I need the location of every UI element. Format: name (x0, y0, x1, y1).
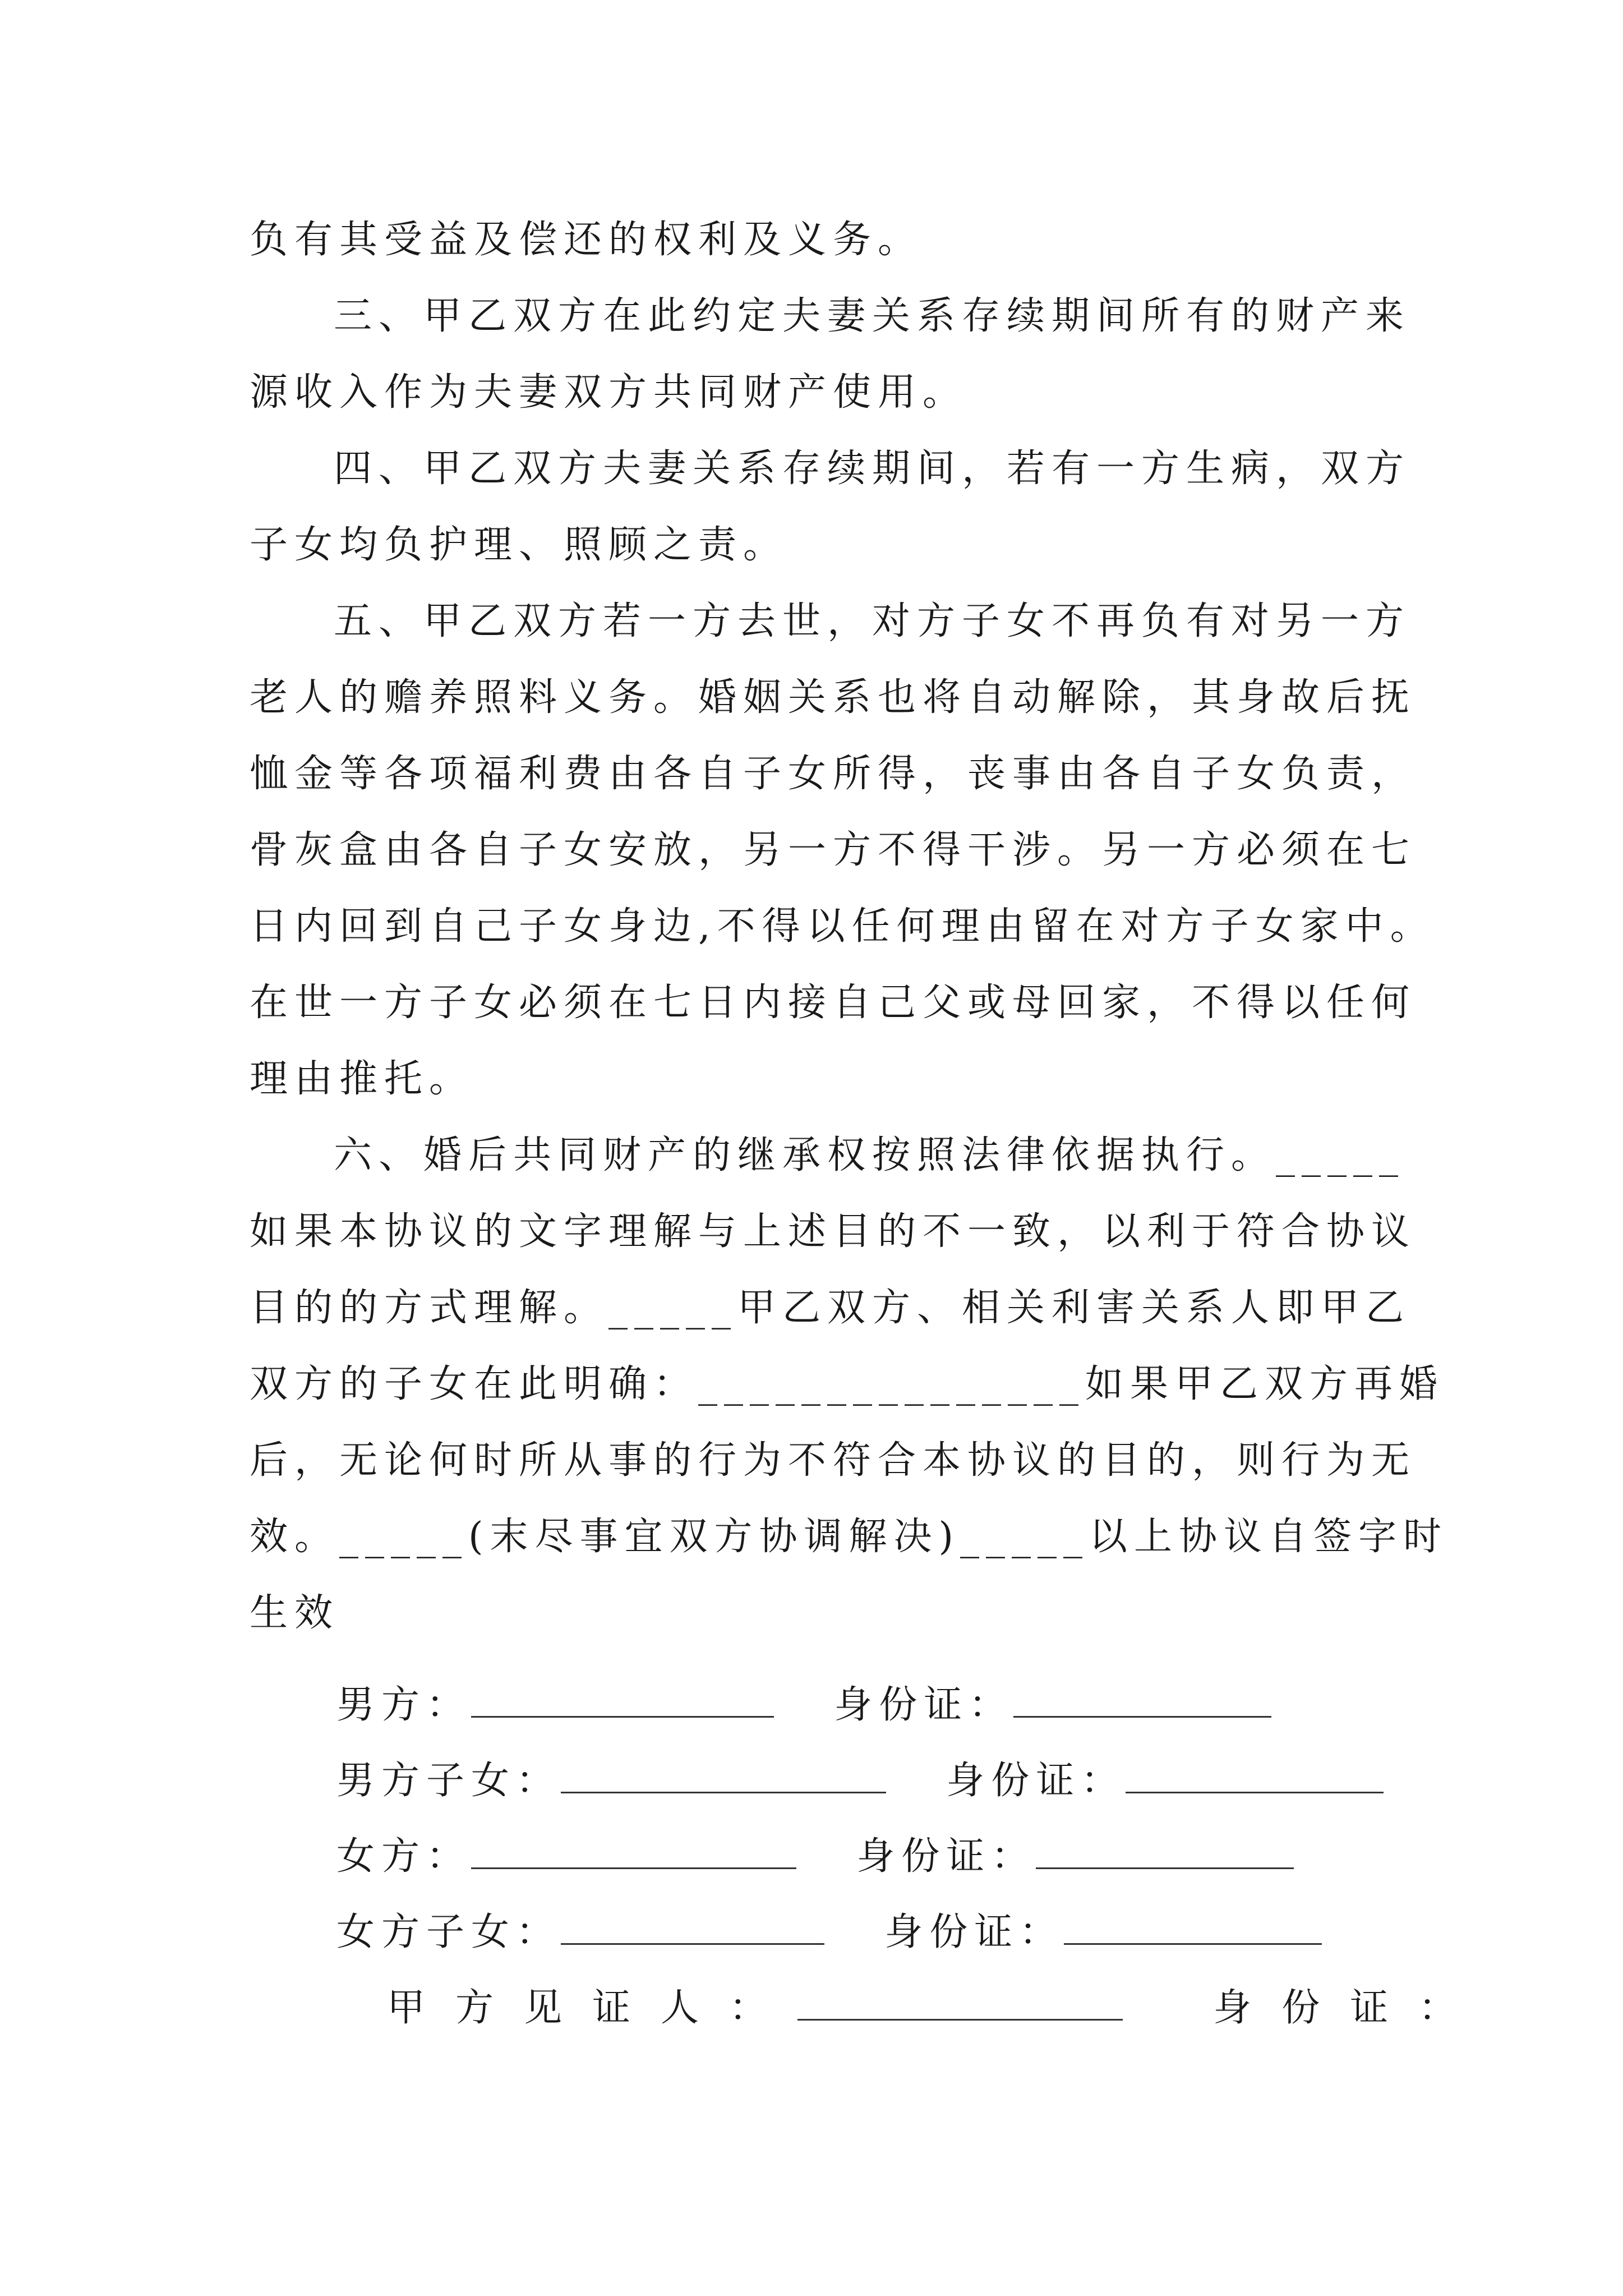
clause-five-line-1: 五、甲乙双方若一方去世，对方子女不再负有对另一方 (334, 599, 1411, 643)
husband-signature-field[interactable] (471, 1680, 774, 1718)
clause-three-line-2: 源收入作为夫妻双方共同财产使用。 (250, 370, 968, 415)
wife-id-label: 身份证： (856, 1834, 1036, 1879)
clause-four-line-1: 四、甲乙双方夫妻关系存续期间，若有一方生病，双方 (334, 447, 1411, 491)
wife-children-id-label: 身份证： (884, 1910, 1064, 1954)
wife-children-id-field[interactable] (1064, 1907, 1322, 1945)
witness-id-label: 身份证： (1213, 1986, 1487, 2030)
clause-six-line-7: 生效 (250, 1591, 340, 1635)
husband-children-signature-field[interactable] (561, 1756, 886, 1793)
wife-signature-field[interactable] (471, 1832, 796, 1869)
wife-id-field[interactable] (1036, 1832, 1294, 1869)
witness-signature-field[interactable] (797, 1983, 1123, 2021)
husband-id-field[interactable] (1013, 1680, 1271, 1718)
husband-signature-row (336, 1677, 1271, 1733)
wife-children-signature-field[interactable] (561, 1907, 824, 1945)
clause-five-line-5: 日内回到自己子女身边,不得以任何理由留在对方子女家中。 (250, 904, 1435, 949)
clause-six-line-4: 双方的子女在此明确：_______________如果甲乙双方再婚 (250, 1362, 1445, 1406)
clause-five-line-4: 骨灰盒由各自子女安放，另一方不得干涉。另一方必须在七 (250, 828, 1417, 872)
clause-six-line-2: 如果本协议的文字理解与上述目的不一致，以利于符合协议 (250, 1209, 1417, 1254)
clause-five-line-2: 老人的赡养照料义务。婚姻关系也将自动解除，其身故后抚 (250, 675, 1417, 720)
document-body (250, 202, 1449, 1651)
clause-six-line-3: 目的的方式理解。_____甲乙双方、相关利害关系人即甲乙 (250, 1286, 1411, 1330)
husband-children-id-label: 身份证： (946, 1759, 1126, 1803)
husband-id-label: 身份证： (834, 1683, 1014, 1727)
wife-children-signature-row (336, 1904, 1322, 1961)
wife-signature-row (336, 1829, 1294, 1885)
husband-children-label: 男方子女： (336, 1759, 561, 1803)
clause-five-line-7: 理由推托。 (250, 1057, 474, 1101)
wife-label: 女方： (336, 1834, 472, 1879)
clause-six-line-1: 六、婚后共同财产的继承权按照法律依据执行。_____ (334, 1133, 1405, 1177)
husband-label: 男方： (336, 1683, 472, 1727)
wife-children-label: 女方子女： (336, 1910, 561, 1954)
paragraph-line: 负有其受益及偿还的权利及义务。 (250, 218, 923, 262)
husband-children-signature-row (336, 1753, 1384, 1809)
witness-label: 甲方见证人： (387, 1986, 798, 2030)
clause-six-line-6: 效。_____(末尽事宜双方协调解决)_____以上协议自签字时 (250, 1515, 1449, 1559)
clause-five-line-6: 在世一方子女必须在七日内接自己父或母回家，不得以任何 (250, 981, 1417, 1025)
husband-children-id-field[interactable] (1126, 1756, 1384, 1793)
clause-five-line-3: 恤金等各项福利费由各自子女所得，丧事由各自子女负责， (250, 752, 1417, 796)
clause-four-line-2: 子女均负护理、照顾之责。 (250, 523, 789, 567)
clause-three-line-1: 三、甲乙双方在此约定夫妻关系存续期间所有的财产来 (334, 294, 1411, 338)
witness-signature-row (387, 1980, 1487, 2036)
clause-six-line-5: 后，无论何时所从事的行为不符合本协议的目的，则行为无 (250, 1438, 1417, 1483)
